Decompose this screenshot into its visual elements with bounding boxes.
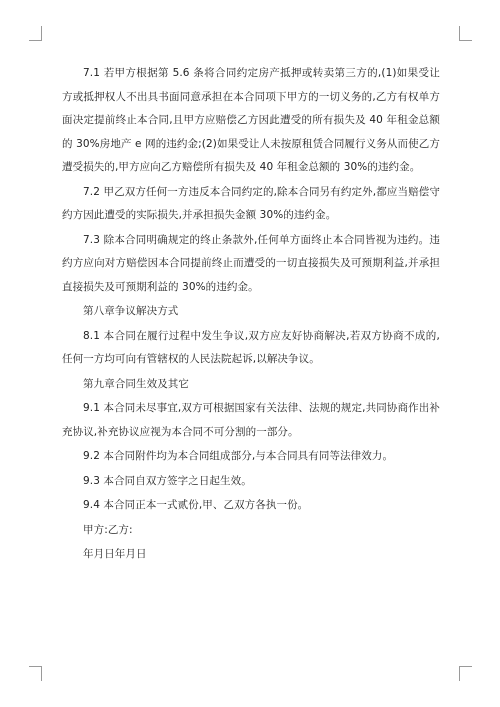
chapter-9-heading: 第九章合同生效及其它 — [83, 377, 189, 390]
document-body — [62, 62, 440, 567]
crop-mark-bottom-left — [29, 666, 42, 681]
clause-9-3: 9.3 本合同自双方签字之日起生效。 — [83, 474, 252, 487]
signature-dates: 年月日年月日 — [83, 548, 147, 560]
clause-7-2: 7.2 甲乙双方任何一方违反本合同约定的,除本合同另有约定外,都应当赔偿守约方因此遭受的实际损失,并承担损失金额 30%的违约金。 — [62, 185, 440, 221]
clause-8-1: 8.1 本合同在履行过程中发生争议,双方应友好协商解决,若双方协商不成的,任何一方均可向有管辖权的人民法院起诉,以解决争议。 — [62, 329, 440, 365]
crop-mark-top-right — [459, 26, 472, 41]
clause-7-1: 7.1 若甲方根据第 5.6 条将合同约定房产抵押或转卖第三方的,(1)如果受让方或抵押权人不出具书面同意承担在本合同项下甲方的一切义务的,乙方有权单方面决定提前终止本合同,且甲方应赔偿乙方因此遭受的所有损失及 40 年租金总额的 30%房地产 e 网的违约金;(2)如果受让人未按原租赁合同履行义务从而使乙方遭受损失的,甲方应向乙方赔偿所有损失及 40 年租金总额的 30%的违约金。 — [62, 67, 440, 173]
clause-7-3: 7.3 除本合同明确规定的终止条款外,任何单方面终止本合同皆视为违约。违约方应向对方赔偿因本合同提前终止而遭受的一切直接损失及可预期利益,并承担直接损失及可预期利益的 30%的违约金。 — [62, 233, 440, 293]
clause-9-4: 9.4 本合同正本一式贰份,甲、乙双方各执一份。 — [83, 499, 309, 511]
chapter-8-heading: 第八章争议解决方式 — [83, 305, 179, 317]
signature-parties: 甲方:乙方: — [83, 523, 133, 536]
clause-9-2: 9.2 本合同附件均为本合同组成部分,与本合同具有同等法律效力。 — [83, 450, 394, 462]
crop-mark-top-left — [29, 26, 42, 41]
clause-9-1: 9.1 本合同未尽事宜,双方可根据国家有关法律、法规的规定,共同协商作出补充协议,补充协议应视为本合同不可分割的一部分。 — [62, 402, 440, 438]
crop-mark-bottom-right — [459, 666, 472, 681]
